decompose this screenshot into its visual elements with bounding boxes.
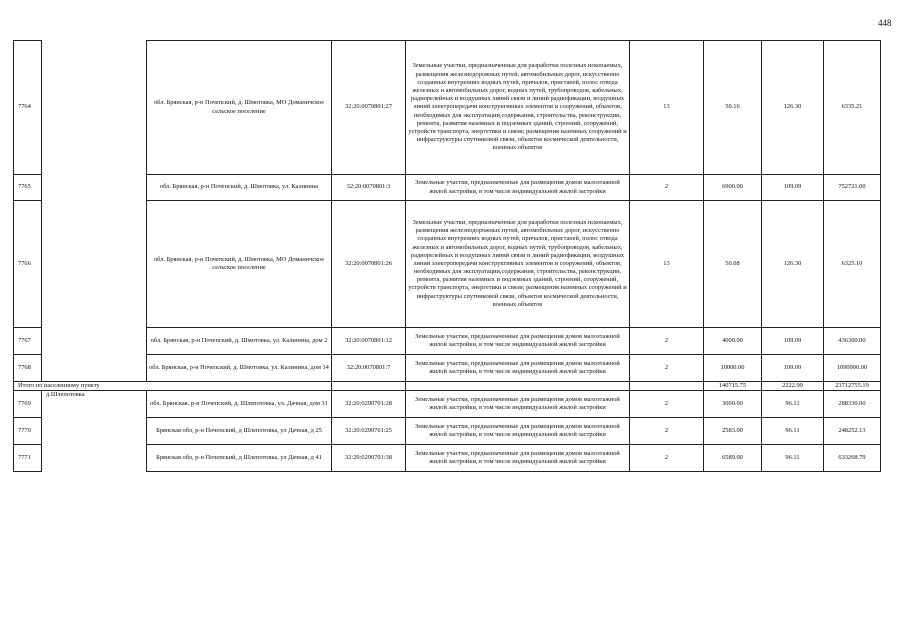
- cadastral-number: 32:20:0070801:12: [332, 328, 406, 355]
- cadastral-value: 6335.21: [824, 41, 881, 175]
- summary-rate: 2222.99: [762, 382, 824, 391]
- row-number: 7769: [14, 391, 42, 418]
- land-purpose: Земельные участки, предназначенные для размещения домов малоэтажной жилой застройки, в том числе индивидуальной жилой застройки: [406, 391, 630, 418]
- blank-cell: [42, 445, 147, 472]
- blank-cell: [42, 418, 147, 445]
- cadastral-value: 288330.00: [824, 391, 881, 418]
- land-purpose: Земельные участки, предназначенные для разработки полезных ископаемых, размещения железнодорожных путей, автомобильных дорог, искусственно созданных внутренних водных путей, причалов, пристаней, полос отвода железных и автомобильных дорог, водных путей, трубопроводов, кабельных, радиорелейных и воздушных линий связи и линий радиофикации, воздушных линий электропередачи конструктивных элементов и сооружений, объектов, необходимых для эксплуатации,содержания, строительства, реконструкции, ремонта, развития наземных и подземных зданий, строений, сооружений, устройств транспорта, энергетики и связи; размещения наземных сооружений и инфраструктуры спутниковой связи, объектов космической деятельности, военных объектов: [406, 201, 630, 328]
- group-number: 2: [630, 355, 704, 382]
- rate: 109.09: [762, 355, 824, 382]
- rate: 96.11: [762, 418, 824, 445]
- rate: 126.30: [762, 201, 824, 328]
- summary-label: Итого по населенному пункту: [14, 382, 332, 391]
- cadastral-value: 633268.79: [824, 445, 881, 472]
- group-number: 2: [630, 175, 704, 201]
- land-purpose: Земельные участки, предназначенные для размещения домов малоэтажной жилой застройки, в том числе индивидуальной жилой застройки: [406, 328, 630, 355]
- cadastral-value: 1090900.00: [824, 355, 881, 382]
- cadastral-number: 32:20:0290701:25: [332, 418, 406, 445]
- rate: 109.09: [762, 328, 824, 355]
- address: обл. Брянская, р-н Почепский, д. Шмотовка, ул. Калинина: [147, 175, 332, 201]
- land-purpose: Земельные участки, предназначенные для размещения домов малоэтажной жилой застройки, в том числе индивидуальной жилой застройки: [406, 418, 630, 445]
- area: 6900.00: [704, 175, 762, 201]
- address: Брянская обл, р-н Почепский, д Шлепотовка, ул Дачная, д 41: [147, 445, 332, 472]
- page-number: 448: [878, 18, 892, 28]
- summary-empty-3: [630, 382, 704, 391]
- row-number: 7770: [14, 418, 42, 445]
- summary-value: 23712755.19: [824, 382, 881, 391]
- summary-empty-1: [332, 382, 406, 391]
- row-number: 7767: [14, 328, 42, 355]
- row-number: 7765: [14, 175, 42, 201]
- cadastral-value: 752721.00: [824, 175, 881, 201]
- blank-cell: [42, 175, 147, 201]
- cadastral-number: 32:20:0070801:26: [332, 201, 406, 328]
- area: 50.16: [704, 41, 762, 175]
- cadastral-number: 32:20:0070801:7: [332, 355, 406, 382]
- rate: 96.11: [762, 445, 824, 472]
- group-number: 13: [630, 41, 704, 175]
- summary-empty-2: [406, 382, 630, 391]
- row-number: 7771: [14, 445, 42, 472]
- summary-row: [14, 382, 881, 391]
- row-number: 7764: [14, 41, 42, 175]
- land-purpose: Земельные участки, предназначенные для размещения домов малоэтажной жилой застройки, в том числе индивидуальной жилой застройки: [406, 175, 630, 201]
- group-number: 2: [630, 391, 704, 418]
- table-row: [14, 355, 881, 382]
- blank-cell: [42, 328, 147, 355]
- area: 50.08: [704, 201, 762, 328]
- table-row: [14, 418, 881, 445]
- group-number: 13: [630, 201, 704, 328]
- group-number: 2: [630, 328, 704, 355]
- address: обл. Брянская, р-н Почепский, д. Шмотовка, МО Доманичское сельское поселение: [147, 201, 332, 328]
- row-number: 7768: [14, 355, 42, 382]
- cadastral-number: 32:20:0290701:38: [332, 445, 406, 472]
- rate: 96.11: [762, 391, 824, 418]
- land-purpose: Земельные участки, предназначенные для размещения домов малоэтажной жилой застройки, в том числе индивидуальной жилой застройки: [406, 445, 630, 472]
- table-row: [14, 201, 881, 328]
- table-body-bottom: [14, 391, 881, 472]
- cadastral-number: 32:20:0070801:3: [332, 175, 406, 201]
- table-row: [14, 445, 881, 472]
- table-row: [14, 175, 881, 201]
- cadastral-value: 436360.00: [824, 328, 881, 355]
- blank-cell: [42, 355, 147, 382]
- locality-name: д.Шлепотовка: [42, 391, 147, 418]
- rate: 109.09: [762, 175, 824, 201]
- table-row: [14, 391, 881, 418]
- cadastral-number: 32:20:0070801:27: [332, 41, 406, 175]
- cadastral-value: 6325.10: [824, 201, 881, 328]
- area: 4000.00: [704, 328, 762, 355]
- table-summary: [14, 382, 881, 391]
- land-purpose: Земельные участки, предназначенные для разработки полезных ископаемых, размещения железнодорожных путей, автомобильных дорог, искусственно созданных внутренних водных путей, причалов, пристаней, полос отвода железных и автомобильных дорог, водных путей, трубопроводов, кабельных, радиорелейных и воздушных линий связи и линий радиофикации, воздушных линий электропередачи конструктивных элементов и сооружений, объектов, необходимых для эксплуатации,содержания, строительства, реконструкции, ремонта, развития наземных и подземных зданий, строений, сооружений, устройств транспорта, энергетики и связи; размещения наземных сооружений и инфраструктуры спутниковой связи, объектов космической деятельности, военных объектов: [406, 41, 630, 175]
- address: обл. Брянская, р-н Почепский, д. Шмотовка, ул. Калинина, дом 14: [147, 355, 332, 382]
- area: 10000.00: [704, 355, 762, 382]
- group-number: 2: [630, 418, 704, 445]
- address: Брянская обл, р-н Почепский, д Шлепотовка, ул Дачная, д 25: [147, 418, 332, 445]
- address: обл. Брянская, р-н Почепский, д. Шмотовка, МО Доманичское сельское поселение: [147, 41, 332, 175]
- land-purpose: Земельные участки, предназначенные для размещения домов малоэтажной жилой застройки, в том числе индивидуальной жилой застройки: [406, 355, 630, 382]
- cadastral-value: 248252.13: [824, 418, 881, 445]
- blank-cell: [42, 201, 147, 328]
- area: 2583.00: [704, 418, 762, 445]
- address: обл. Брянская, р-н Почепский, д. Шмотовка, ул. Калинина, дом 2: [147, 328, 332, 355]
- cadastral-table: [13, 40, 881, 472]
- row-number: 7766: [14, 201, 42, 328]
- cadastral-number: 32:20:0290701:28: [332, 391, 406, 418]
- table-row: [14, 41, 881, 175]
- group-number: 2: [630, 445, 704, 472]
- table-row: [14, 328, 881, 355]
- summary-area: 140715.75: [704, 382, 762, 391]
- rate: 126.30: [762, 41, 824, 175]
- table-body-top: [14, 41, 881, 382]
- blank-cell: [42, 41, 147, 175]
- address: обл. Брянская, р-н Почепский, д. Шлепотовка, ул. Дачная, дом 31: [147, 391, 332, 418]
- area: 6589.00: [704, 445, 762, 472]
- area: 3000.00: [704, 391, 762, 418]
